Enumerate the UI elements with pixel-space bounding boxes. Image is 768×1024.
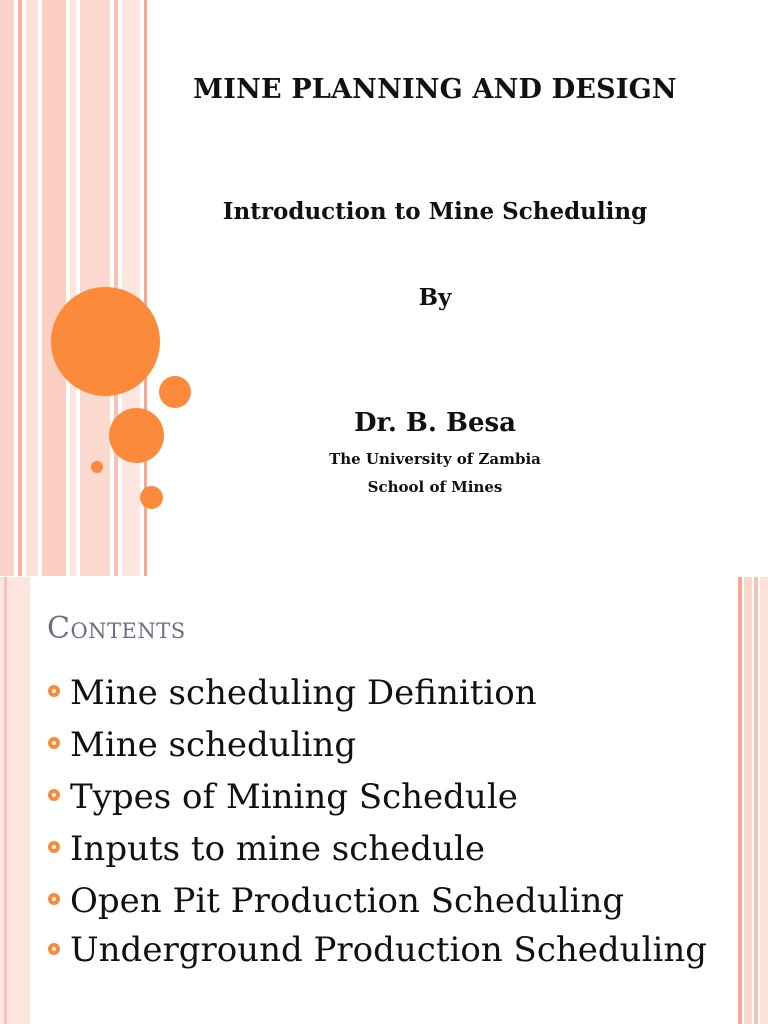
affiliation-university: The University of Zambia — [329, 450, 541, 468]
decorative-stripe — [42, 0, 66, 576]
decorative-stripe — [18, 0, 22, 576]
decorative-stripe — [26, 0, 38, 576]
decorative-stripe — [738, 577, 742, 1024]
slide-title: MINE PLANNING AND DESIGN — [193, 74, 677, 105]
decorative-stripe — [70, 0, 76, 576]
author-name: Dr. B. Besa — [353, 408, 517, 438]
list-item — [46, 667, 736, 719]
list-item — [46, 719, 736, 771]
ring-bullet-icon — [48, 789, 60, 801]
list-item-label: Mine scheduling — [70, 725, 357, 765]
contents-list — [46, 667, 736, 974]
list-item-label: Inputs to mine schedule — [70, 829, 485, 869]
decorative-stripe — [754, 577, 758, 1024]
affiliation-school: School of Mines — [367, 478, 503, 496]
decorative-stripe — [760, 577, 768, 1024]
list-item — [46, 875, 736, 927]
decorative-stripe — [0, 0, 14, 576]
decorative-stripe — [122, 0, 140, 576]
decorative-circle-icon — [159, 376, 191, 408]
decorative-stripe — [744, 577, 752, 1024]
by-label: By — [418, 284, 452, 311]
contents-heading: Contents — [47, 611, 186, 646]
list-item-label: Underground Production Scheduling — [70, 930, 707, 970]
decorative-circle-icon — [91, 461, 103, 473]
decorative-circle-icon — [51, 287, 160, 396]
decorative-stripe — [4, 577, 7, 1024]
ring-bullet-icon — [48, 943, 60, 955]
slide-subtitle: Introduction to Mine Scheduling — [222, 198, 648, 225]
ring-bullet-icon — [48, 685, 60, 697]
list-item-label: Types of Mining Schedule — [70, 777, 518, 817]
ring-bullet-icon — [48, 893, 60, 905]
ring-bullet-icon — [48, 737, 60, 749]
ring-bullet-icon — [48, 841, 60, 853]
list-item — [46, 927, 736, 974]
list-item-label: Open Pit Production Scheduling — [70, 881, 625, 921]
list-item — [46, 771, 736, 823]
contents-slide — [0, 577, 768, 1024]
list-item-label: Mine scheduling Definition — [70, 673, 537, 713]
list-item — [46, 823, 736, 875]
